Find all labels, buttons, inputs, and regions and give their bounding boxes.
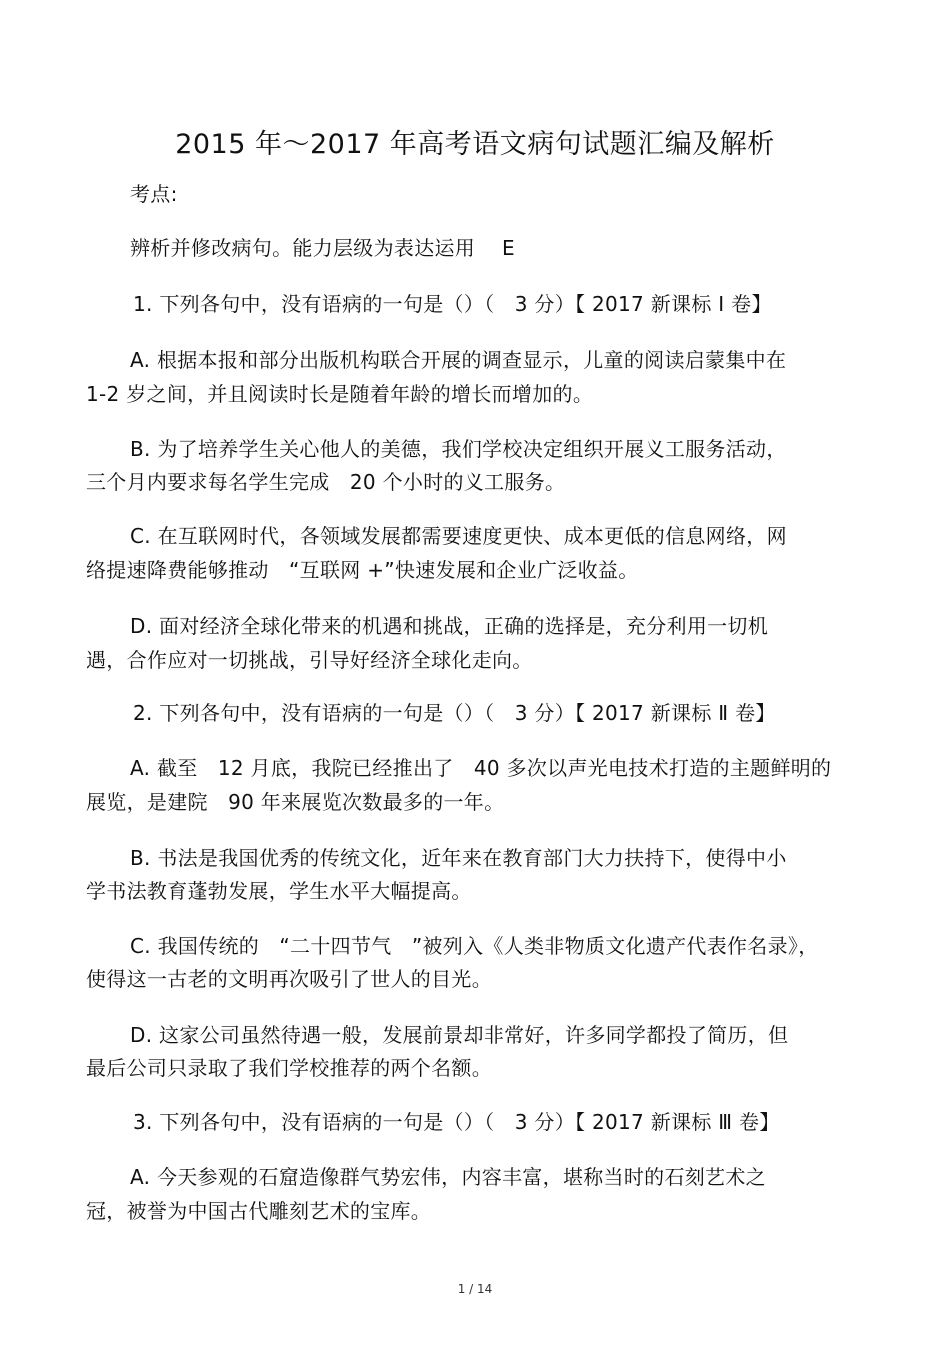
option-2a-line2: 展览，是建院 90 年来展览次数最多的一年。: [86, 790, 505, 814]
option-3a-line2: 冠，被誉为中国古代雕刻艺术的宝库。: [86, 1199, 432, 1223]
page-indicator: 1 / 14: [457, 1282, 493, 1296]
kaodian-label: 考点:: [130, 182, 178, 206]
option-1b-line1: B. 为了培养学生关心他人的美德，我们学校决定组织开展义工服务活动，: [130, 437, 787, 461]
option-2d-line1: D. 这家公司虽然待遇一般，发展前景却非常好，许多同学都投了简历，但: [130, 1023, 789, 1047]
kaodian-text: 辨析并修改病句。能力层级为表达运用 E: [130, 236, 515, 260]
option-1c-line2: 络提速降费能够推动 “互联网 +”快速发展和企业广泛收益。: [86, 558, 639, 582]
option-3a-line1: A. 今天参观的石窟造像群气势宏伟，内容丰富，堪称当时的石刻艺术之: [130, 1165, 766, 1189]
document-title: 2015 年～2017 年高考语文病句试题汇编及解析: [175, 129, 775, 160]
option-1d-line1: D. 面对经济全球化带来的机遇和挑战，正确的选择是，充分利用一切机: [130, 614, 769, 638]
option-1c-line1: C. 在互联网时代，各领域发展都需要速度更快、成本更低的信息网络，网: [130, 524, 787, 548]
option-1b-line2: 三个月内要求每名学生完成 20 个小时的义工服务。: [86, 470, 566, 494]
option-1d-line2: 遇，合作应对一切挑战，引导好经济全球化走向。: [86, 648, 533, 672]
option-1a-line2: 1-2 岁之间，并且阅读时长是随着年龄的增长而增加的。: [86, 382, 594, 406]
option-2a-line1: A. 截至 12 月底，我院已经推出了 40 多次以声光电技术打造的主题鲜明的: [130, 756, 832, 780]
option-2d-line2: 最后公司只录取了我们学校推荐的两个名额。: [86, 1056, 492, 1080]
option-2b-line1: B. 书法是我国优秀的传统文化，近年来在教育部门大力扶持下，使得中小: [130, 846, 787, 870]
question-stem-3: 3. 下列各句中，没有语病的一句是（）（ 3 分）【 2017 新课标 Ⅲ 卷】: [133, 1110, 780, 1134]
question-stem-1: 1. 下列各句中，没有语病的一句是（）（ 3 分）【 2017 新课标 Ⅰ 卷】: [133, 292, 772, 316]
option-1a-line1: A. 根据本报和部分出版机构联合开展的调查显示，儿童的阅读启蒙集中在: [130, 348, 787, 372]
option-2c-line2: 使得这一古老的文明再次吸引了世人的目光。: [86, 967, 492, 991]
option-2c-line1: C. 我国传统的 “二十四节气 ”被列入《人类非物质文化遗产代表作名录》，: [130, 934, 819, 958]
question-stem-2: 2. 下列各句中，没有语病的一句是（）（ 3 分）【 2017 新课标 Ⅱ 卷】: [133, 701, 776, 725]
option-2b-line2: 学书法教育蓬勃发展，学生水平大幅提高。: [86, 879, 472, 903]
